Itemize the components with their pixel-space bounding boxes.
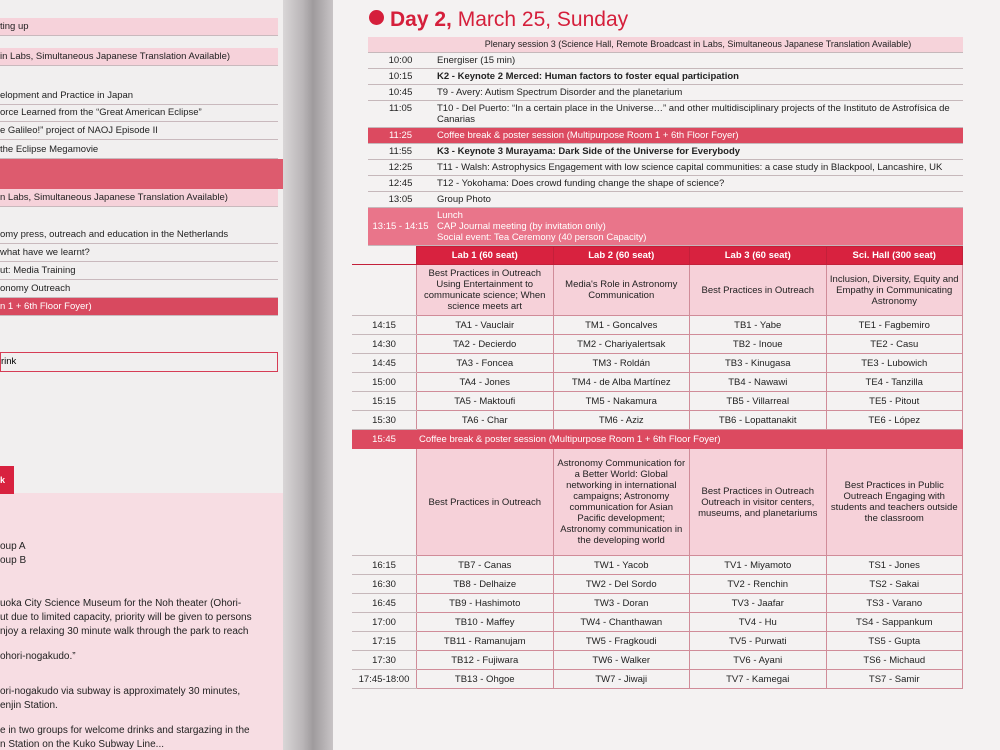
talk-row — [352, 373, 963, 392]
schedule-time: 10:00 — [388, 55, 413, 66]
talk-cell: TB10 - Maffey — [417, 613, 554, 632]
talk-cell: TB7 - Canas — [417, 556, 554, 575]
talk-cell: TS7 - Samir — [826, 670, 963, 689]
talk-cell: TW2 - Del Sordo — [553, 575, 690, 594]
schedule-time: 10:15 — [388, 71, 413, 82]
schedule-row — [368, 176, 963, 192]
talk-cell: TS4 - Sappankum — [826, 613, 963, 632]
talk-cell: TM2 - Chariyalertsak — [553, 335, 690, 354]
talk-row — [352, 354, 963, 373]
title-day: Day 2, — [390, 8, 452, 31]
talk-cell: TM3 - Roldán — [553, 354, 690, 373]
talk-row — [352, 335, 963, 354]
talk-row — [352, 392, 963, 411]
talk-time: 15:15 — [352, 392, 417, 411]
talk-time: 16:30 — [352, 575, 417, 594]
schedule-time: 13:05 — [388, 194, 413, 205]
left-paragraph-line: ut due to limited capacity, priority will be given to persons — [0, 612, 252, 623]
talk-row — [352, 316, 963, 335]
talk-cell: TA5 - Maktoufi — [417, 392, 554, 411]
talk-cell: TW7 - Jiwaji — [553, 670, 690, 689]
session-theme: Best Practices in Outreach — [690, 265, 827, 316]
talk-cell: TB5 - Villarreal — [690, 392, 827, 411]
talk-cell: TE6 - López — [826, 411, 963, 430]
talk-cell: TB12 - Fujiwara — [417, 651, 554, 670]
session-theme: Inclusion, Diversity, Equity and Empathy in Communicating Astronomy — [826, 265, 963, 316]
left-schedule-row: ut: Media Training — [0, 262, 278, 280]
talk-cell: TS6 - Michaud — [826, 651, 963, 670]
schedule-time: 10:45 — [388, 87, 413, 98]
schedule-item: Plenary session 3 (Science Hall, Remote Broadcast in Labs, Simultaneous Japanese Translation Available) — [484, 39, 912, 49]
talk-row — [352, 651, 963, 670]
schedule-time — [368, 37, 433, 52]
schedule-row — [368, 101, 963, 128]
talk-cell: TV5 - Purwati — [690, 632, 827, 651]
left-paragraph-line: oup A — [0, 541, 26, 552]
left-box-text: rink — [1, 356, 17, 367]
talk-cell: TB11 - Ramanujam — [417, 632, 554, 651]
left-schedule-row: e Galileo!” project of NAOJ Episode II — [0, 122, 278, 140]
talk-row — [352, 411, 963, 430]
coffee-text: Coffee break & poster session (Multipurpose Room 1 + 6th Floor Foyer) — [417, 430, 963, 449]
left-paragraph-line: enjin Station. — [0, 700, 58, 711]
left-schedule-row: what have we learnt? — [0, 244, 278, 262]
talk-cell: TW6 - Walker — [553, 651, 690, 670]
left-schedule-row: omy press, outreach and education in the Netherlands — [0, 226, 278, 244]
talk-cell: TB6 - Lopattanakit — [690, 411, 827, 430]
lunch-time: 13:15 - 14:15 — [372, 221, 429, 232]
lab-header-row — [352, 247, 963, 265]
schedule-row — [368, 37, 963, 53]
talk-cell: TM6 - Aziz — [553, 411, 690, 430]
talk-cell: TV7 - Kamegai — [690, 670, 827, 689]
talk-row — [352, 556, 963, 575]
talk-cell: TB4 - Nawawi — [690, 373, 827, 392]
book-gutter — [283, 0, 333, 750]
schedule-row — [368, 144, 963, 160]
left-paragraph-line: oup B — [0, 555, 27, 566]
talk-cell: TV4 - Hu — [690, 613, 827, 632]
lunch-line: Lunch — [437, 210, 463, 221]
schedule-item: Energiser (15 min) — [437, 55, 516, 66]
talk-cell: TB13 - Ohgoe — [417, 670, 554, 689]
schedule-time: 11:25 — [388, 130, 413, 141]
talk-cell: TB9 - Hashimoto — [417, 594, 554, 613]
session-theme: Best Practices in Public Outreach Engaging with students and teachers outside the classroom — [826, 449, 963, 556]
talk-time: 15:30 — [352, 411, 417, 430]
talk-cell: TV3 - Jaafar — [690, 594, 827, 613]
talk-cell: TV6 - Ayani — [690, 651, 827, 670]
schedule-item: T12 - Yokohama: Does crowd funding change the shape of science? — [437, 178, 725, 189]
left-schedule-row: n 1 + 6th Floor Foyer) — [0, 298, 278, 316]
blank-cell — [352, 265, 417, 316]
lab-header: Lab 2 (60 seat) — [553, 247, 690, 265]
left-page — [0, 0, 283, 750]
schedule-time: 12:45 — [388, 178, 413, 189]
schedule-time: 11:05 — [388, 103, 413, 114]
lab-header: Lab 3 (60 seat) — [690, 247, 827, 265]
session-theme-row — [352, 449, 963, 556]
session-theme: Best Practices in Outreach Using Entertainment to communicate science; When science meets art — [417, 265, 554, 316]
lunch-details — [433, 208, 963, 245]
title-date: March 25, Sunday — [451, 8, 629, 31]
talk-cell: TS2 - Sakai — [826, 575, 963, 594]
schedule-row — [368, 128, 963, 144]
talk-cell: TB1 - Yabe — [690, 316, 827, 335]
schedule-item: T11 - Walsh: Astrophysics Engagement with low science capital communities: a case study in Blackpool, Lancashire, UK — [437, 162, 943, 173]
left-outlined-box — [0, 352, 278, 372]
schedule-item: K3 - Keynote 3 Murayama: Dark Side of the Universe for Everybody — [437, 146, 741, 157]
session-theme: Astronomy Communication for a Better World: Global networking in international campaigns; Astronomy communication for Asian Pacific development; Astronomy communication in the developing world — [553, 449, 690, 556]
lab-header: Sci. Hall (300 seat) — [826, 247, 963, 265]
page-title — [369, 8, 628, 32]
coffee-time: 15:45 — [352, 430, 417, 449]
left-paragraph-line: njoy a relaxing 30 minute walk through the park to reach — [0, 626, 249, 637]
talk-cell: TM5 - Nakamura — [553, 392, 690, 411]
talk-cell: TS1 - Jones — [826, 556, 963, 575]
schedule-row — [368, 69, 963, 85]
talk-cell: TA4 - Jones — [417, 373, 554, 392]
lab-header: Lab 1 (60 seat) — [417, 247, 554, 265]
schedule-time: 12:25 — [388, 162, 413, 173]
left-paragraph-line: n Station on the Kuko Subway Line... — [0, 739, 164, 750]
left-schedule-row: in Labs, Simultaneous Japanese Translation Available) — [0, 48, 278, 66]
schedule-row — [368, 85, 963, 101]
left-paragraph-line: ohori-nogakudo.” — [0, 651, 76, 662]
talk-cell: TS3 - Varano — [826, 594, 963, 613]
session-theme: Best Practices in Outreach Outreach in visitor centers, museums, and planetariums — [690, 449, 827, 556]
blank-cell — [352, 247, 417, 265]
lunch-row — [368, 208, 963, 246]
talk-time: 14:30 — [352, 335, 417, 354]
talk-cell: TW5 - Fragkoudi — [553, 632, 690, 651]
left-schedule-row: orce Learned from the “Great American Eclipse” — [0, 104, 278, 122]
talk-cell: TB2 - Inoue — [690, 335, 827, 354]
left-schedule-row: n Labs, Simultaneous Japanese Translation Available) — [0, 189, 278, 207]
left-paragraph-line: uoka City Science Museum for the Noh theater (Ohori- — [0, 598, 242, 609]
session-theme: Best Practices in Outreach — [417, 449, 554, 556]
schedule-item: Coffee break & poster session (Multipurpose Room 1 + 6th Floor Foyer) — [437, 130, 739, 141]
left-schedule-row: the Eclipse Megamovie — [0, 141, 278, 159]
talk-time: 17:00 — [352, 613, 417, 632]
talk-time: 17:45-18:00 — [352, 670, 417, 689]
talk-time: 14:45 — [352, 354, 417, 373]
talk-row — [352, 670, 963, 689]
title-dot-icon — [369, 10, 384, 25]
talk-time: 16:15 — [352, 556, 417, 575]
talk-cell: TM4 - de Alba Martínez — [553, 373, 690, 392]
talk-row — [352, 575, 963, 594]
blank-cell — [352, 449, 417, 556]
parallel-sessions-table — [352, 246, 963, 689]
talk-time: 14:15 — [352, 316, 417, 335]
lunch-line: CAP Journal meeting (by invitation only) — [437, 221, 606, 232]
talk-cell: TE3 - Lubowich — [826, 354, 963, 373]
session-theme-row — [352, 265, 963, 316]
talk-cell: TS5 - Gupta — [826, 632, 963, 651]
talk-cell: TA3 - Foncea — [417, 354, 554, 373]
schedule-row — [368, 160, 963, 176]
left-red-bar — [0, 159, 283, 189]
talk-cell: TB8 - Delhaize — [417, 575, 554, 594]
left-schedule-row: onomy Outreach — [0, 280, 278, 298]
schedule-row — [368, 53, 963, 69]
talk-cell: TM1 - Goncalves — [553, 316, 690, 335]
left-schedule-row: ting up — [0, 18, 278, 36]
schedule-time: 11:55 — [388, 146, 413, 157]
talk-cell: TE2 - Casu — [826, 335, 963, 354]
talk-cell: TW1 - Yacob — [553, 556, 690, 575]
talk-cell: TB3 - Kinugasa — [690, 354, 827, 373]
talk-cell: TA2 - Decierdo — [417, 335, 554, 354]
schedule-row — [368, 192, 963, 208]
talk-time: 17:30 — [352, 651, 417, 670]
morning-schedule — [368, 37, 963, 246]
talk-cell: TW3 - Doran — [553, 594, 690, 613]
left-red-tab: k — [0, 466, 14, 494]
talk-time: 16:45 — [352, 594, 417, 613]
left-paragraph-line: ori-nogakudo via subway is approximately 30 minutes, — [0, 686, 241, 697]
schedule-item: T10 - Del Puerto: “In a certain place in the Universe…” and other multidisciplinary projects of the Instituto de Astrofísica de Canarias — [437, 103, 950, 125]
talk-cell: TE4 - Tanzilla — [826, 373, 963, 392]
talk-cell: TE5 - Pitout — [826, 392, 963, 411]
talk-cell: TA1 - Vauclair — [417, 316, 554, 335]
left-paragraph-line: e in two groups for welcome drinks and stargazing in the — [0, 725, 250, 736]
left-schedule-row: elopment and Practice in Japan — [0, 87, 278, 105]
right-page — [333, 0, 1000, 750]
schedule-item: T9 - Avery: Autism Spectrum Disorder and the planetarium — [437, 87, 683, 98]
talk-cell: TE1 - Fagbemiro — [826, 316, 963, 335]
talk-cell: TV1 - Miyamoto — [690, 556, 827, 575]
schedule-item: K2 - Keynote 2 Merced: Human factors to foster equal participation — [437, 71, 739, 82]
talk-cell: TA6 - Char — [417, 411, 554, 430]
coffee-break-row — [352, 430, 963, 449]
talk-row — [352, 613, 963, 632]
talk-time: 15:00 — [352, 373, 417, 392]
lunch-line: Social event: Tea Ceremony (40 person Capacity) — [437, 232, 647, 243]
session-theme: Media's Role in Astronomy Communication — [553, 265, 690, 316]
talk-cell: TV2 - Renchin — [690, 575, 827, 594]
talk-time: 17:15 — [352, 632, 417, 651]
talk-row — [352, 632, 963, 651]
talk-cell: TW4 - Chanthawan — [553, 613, 690, 632]
schedule-item: Group Photo — [437, 194, 491, 205]
talk-row — [352, 594, 963, 613]
